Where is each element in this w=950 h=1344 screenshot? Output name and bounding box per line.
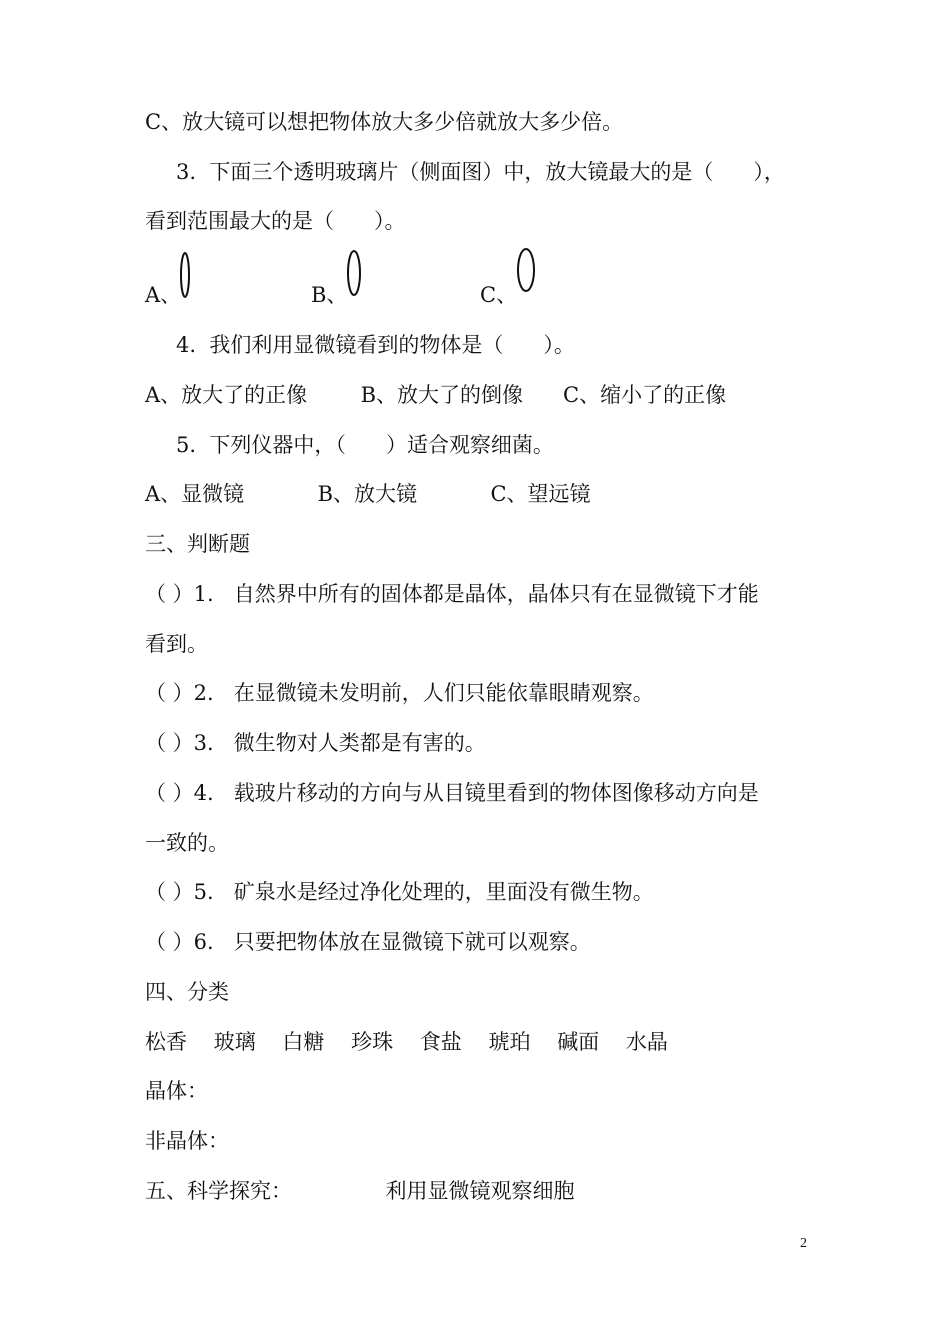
classification-items: 松香 玻璃 白糖 珍珠 食盐 琥珀 碱面 水晶 xyxy=(145,1030,668,1054)
q5-options: A、显微镜 B、放大镜 C、望远镜 xyxy=(145,482,591,506)
judge-4-line1: （ ）4. 载玻片移动的方向与从目镜里看到的物体图像移动方向是 xyxy=(145,781,759,805)
q5-question: 5. 下列仪器中，（ ）适合观察细菌。 xyxy=(176,433,554,457)
lens-medium-icon xyxy=(344,248,364,298)
section-5-heading: 五、科学探究： 利用显微镜观察细胞 xyxy=(145,1179,575,1203)
lens-thick-icon xyxy=(514,246,538,296)
q3-line2: 看到范围最大的是（ ）。 xyxy=(145,209,406,233)
judge-5: （ ）5. 矿泉水是经过净化处理的，里面没有微生物。 xyxy=(145,880,654,904)
q4-question: 4. 我们利用显微镜看到的物体是（ ）。 xyxy=(176,333,575,357)
section-3-heading: 三、判断题 xyxy=(145,532,250,556)
q2-option-c: C、放大镜可以想把物体放大多少倍就放大多少倍。 xyxy=(145,110,624,134)
judge-3: （ ）3. 微生物对人类都是有害的。 xyxy=(145,731,486,755)
section-4-heading: 四、分类 xyxy=(145,980,229,1004)
judge-6: （ ）6. 只要把物体放在显微镜下就可以观察。 xyxy=(145,930,591,954)
lens-option-a-label: A、 xyxy=(145,283,182,307)
page-number: 2 xyxy=(800,1236,807,1251)
judge-4-line2: 一致的。 xyxy=(145,831,229,855)
judge-1-line1: （ ）1. 自然界中所有的固体都是晶体，晶体只有在显微镜下才能 xyxy=(145,582,759,606)
noncrystal-label: 非晶体： xyxy=(145,1129,229,1153)
lens-option-c-label: C、 xyxy=(480,283,518,307)
q4-options: A、放大了的正像 B、放大了的倒像 C、缩小了的正像 xyxy=(145,383,727,407)
q3-line1: 3. 下面三个透明玻璃片（侧面图）中，放大镜最大的是（ ）， xyxy=(176,160,785,184)
judge-1-line2: 看到。 xyxy=(145,632,208,656)
lens-option-b-label: B、 xyxy=(311,283,348,307)
crystal-label: 晶体： xyxy=(145,1079,208,1103)
judge-2: （ ）2. 在显微镜未发明前，人们只能依靠眼睛观察。 xyxy=(145,681,654,705)
lens-thin-icon xyxy=(178,250,192,300)
